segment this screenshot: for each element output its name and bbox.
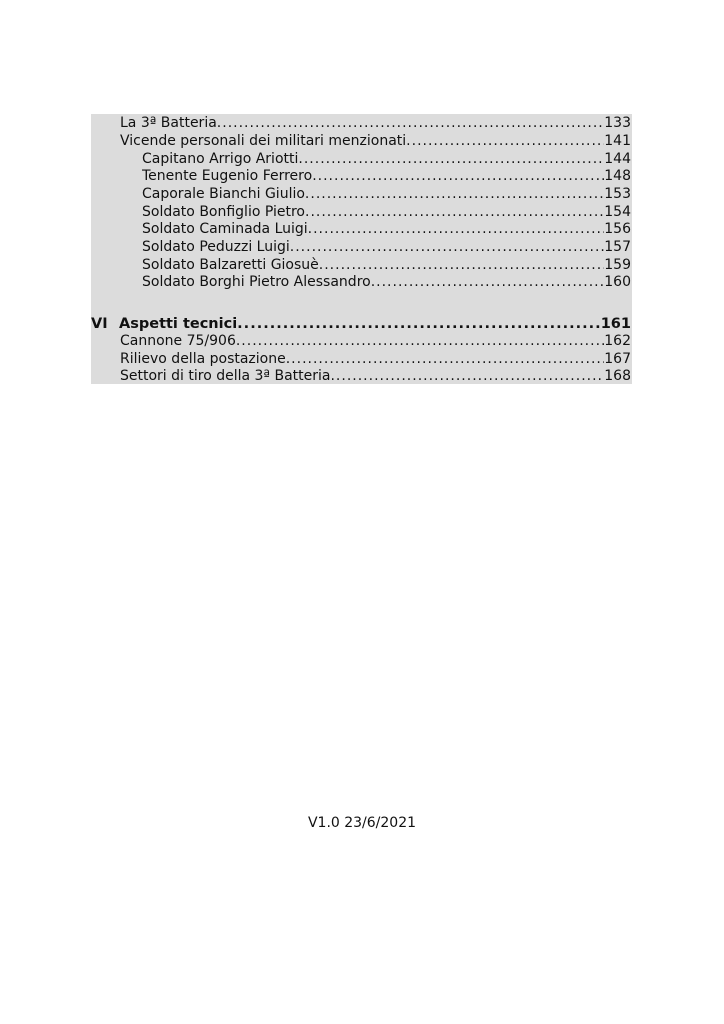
toc-leader-dots	[217, 114, 604, 132]
toc-leader-dots	[286, 350, 605, 368]
toc-entry[interactable]	[142, 167, 631, 185]
toc-section-title: Aspetti tecnici	[119, 316, 238, 332]
toc-entry[interactable]	[142, 150, 631, 168]
toc-entry-label: Soldato Caminada Luigi	[142, 221, 308, 237]
toc-entry-label: Rilievo della postazione	[120, 351, 286, 367]
toc-leader-dots	[308, 220, 605, 238]
toc-entry[interactable]	[142, 238, 631, 256]
toc-entry[interactable]	[120, 114, 631, 132]
toc-leader-dots	[298, 150, 604, 168]
table-of-contents	[91, 114, 632, 384]
toc-entry-page: 168	[604, 368, 631, 384]
toc-entry-label: Soldato Peduzzi Luigi	[142, 239, 290, 255]
toc-entry-label: Soldato Bonfiglio Pietro	[142, 204, 305, 220]
toc-leader-dots	[237, 315, 601, 333]
toc-leader-dots	[290, 238, 605, 256]
toc-entry-label: Soldato Borghi Pietro Alessandro	[142, 274, 371, 290]
toc-entry[interactable]	[142, 185, 631, 203]
toc-leader-dots	[305, 185, 604, 203]
toc-entry-label: La 3ª Batteria	[120, 115, 217, 131]
toc-leader-dots	[330, 367, 604, 385]
toc-entry-label: Caporale Bianchi Giulio	[142, 186, 305, 202]
toc-entry-page: 160	[604, 274, 631, 290]
toc-entry-label: Settori di tiro della 3ª Batteria	[120, 368, 331, 384]
toc-entry-page: 153	[604, 186, 631, 202]
toc-entry[interactable]	[142, 203, 631, 221]
toc-leader-dots	[305, 203, 604, 221]
toc-entry-page: 133	[604, 115, 631, 131]
toc-leader-dots	[319, 256, 604, 274]
toc-entry-page: 148	[604, 168, 631, 184]
toc-entry-page: 154	[604, 204, 631, 220]
toc-entry[interactable]	[142, 220, 631, 238]
version-footer: V1.0 23/6/2021	[307, 815, 417, 831]
toc-entry-label: Soldato Balzaretti Giosuè	[142, 257, 319, 273]
toc-entry-page: 141	[604, 133, 631, 149]
toc-leader-dots	[371, 273, 605, 291]
toc-entry-page: 159	[604, 257, 631, 273]
toc-entry-label: Tenente Eugenio Ferrero	[142, 168, 313, 184]
toc-leader-dots	[236, 332, 604, 350]
toc-section-page: 161	[600, 316, 631, 332]
toc-entry[interactable]	[142, 273, 631, 291]
toc-entry[interactable]	[120, 350, 631, 368]
toc-entry-label: Vicende personali dei militari menzionati	[120, 133, 407, 149]
toc-entry[interactable]	[120, 132, 631, 150]
toc-entry[interactable]	[120, 332, 631, 350]
toc-section-number: VI	[91, 316, 108, 332]
toc-entry-page: 157	[604, 239, 631, 255]
toc-entry-page: 162	[604, 333, 631, 349]
toc-leader-dots	[406, 132, 604, 150]
toc-entry[interactable]	[120, 367, 631, 385]
toc-leader-dots	[312, 167, 604, 185]
toc-entry-page: 156	[604, 221, 631, 237]
toc-entry-page: 144	[604, 151, 631, 167]
toc-entry[interactable]	[142, 256, 631, 274]
toc-section-heading[interactable]	[91, 315, 631, 333]
toc-entry-label: Capitano Arrigo Ariotti	[142, 151, 299, 167]
toc-entry-label: Cannone 75/906	[120, 333, 236, 349]
toc-section-label	[91, 315, 237, 333]
toc-entry-page: 167	[604, 351, 631, 367]
